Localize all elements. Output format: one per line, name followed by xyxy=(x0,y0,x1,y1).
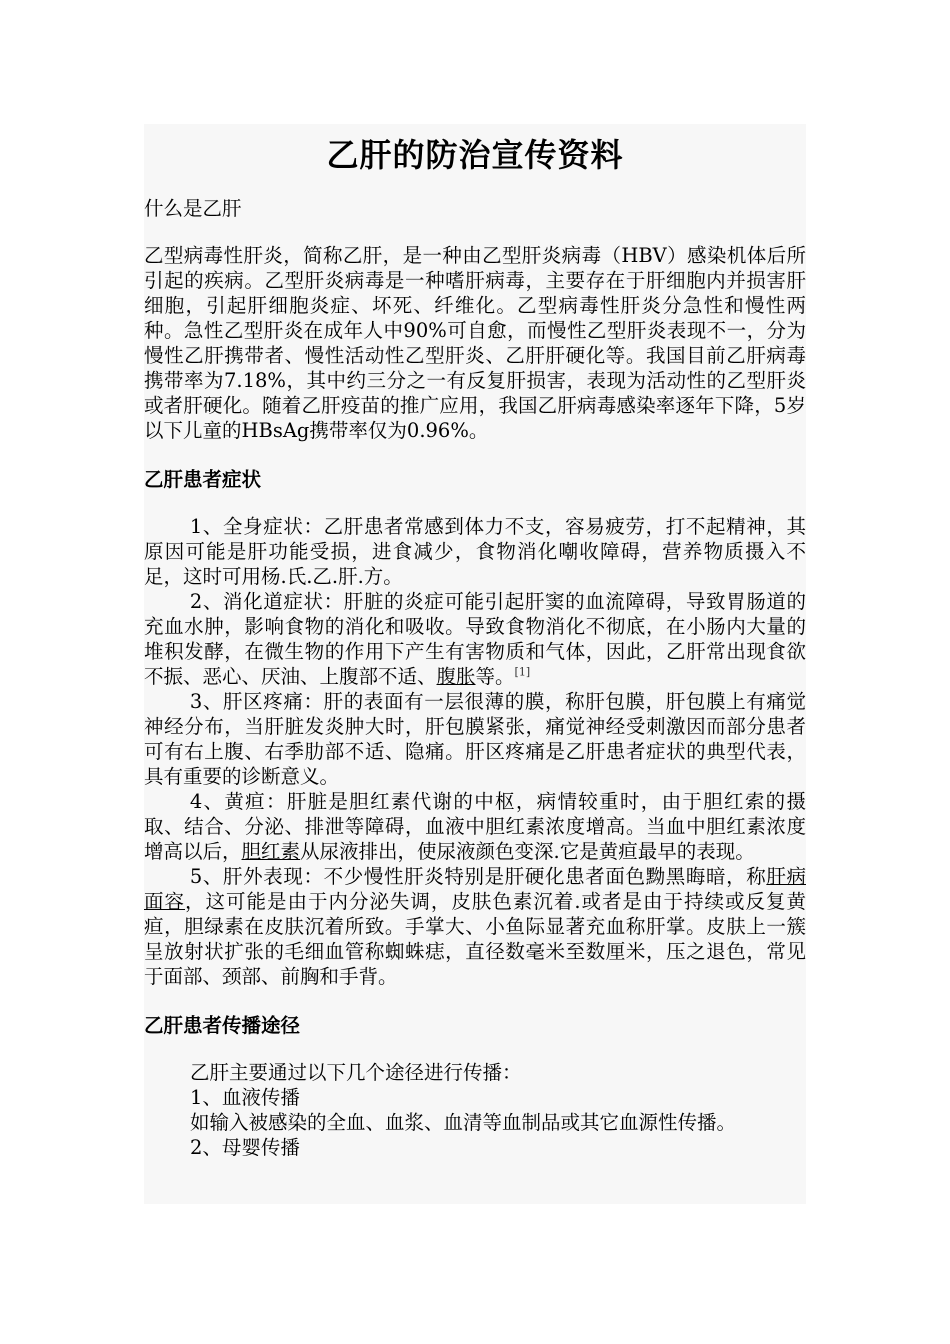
symptoms-heading: 乙肝患者症状 xyxy=(144,468,262,491)
symptom-digestive xyxy=(144,589,806,689)
symptom-extrahepatic xyxy=(144,864,806,989)
link-liver-face[interactable]: 肝病面容 xyxy=(144,865,806,913)
symptom-jaundice-end: 从尿液排出，使尿液颜色变深.它是黄疸最早的表现。 xyxy=(300,840,755,863)
link-bilirubin[interactable]: 胆红素 xyxy=(241,840,301,863)
symptom-liver-pain: 3、肝区疼痛：肝的表面有一层很薄的膜，称肝包膜，肝包膜上有痛觉神经分布，当肝脏发炎肿大时，肝包膜紧张，痛觉神经受刺激因而部分患者可有右上腹、右季肋部不适、隐痛。肝区疼痛是乙肝患者症状的典型代表，具有重要的诊断意义。 xyxy=(144,690,806,788)
transmission-item-mother-infant: 2、母婴传播 xyxy=(190,1136,300,1159)
intro-question: 什么是乙肝 xyxy=(144,197,242,220)
transmission-item-blood-desc: 如输入被感染的全血、血浆、血清等血制品或其它血源性传播。 xyxy=(190,1111,737,1134)
transmission-heading: 乙肝患者传播途径 xyxy=(144,1014,301,1037)
symptom-jaundice xyxy=(144,789,806,864)
transmission-item-blood: 1、血液传播 xyxy=(190,1086,300,1109)
document-page xyxy=(144,124,806,1204)
transmission-intro: 乙肝主要通过以下几个途径进行传播： xyxy=(190,1061,522,1084)
symptoms-list xyxy=(144,514,806,989)
intro-paragraph: 乙型病毒性肝炎，简称乙肝，是一种由乙型肝炎病毒（HBV）感染机体后所引起的疾病。乙型肝炎病毒是一种嗜肝病毒，主要存在于肝细胞内并损害肝细胞，引起肝细胞炎症、坏死、纤维化。乙型病毒性肝炎分急性和慢性两种。急性乙型肝炎在成年人中90%可自愈，而慢性乙型肝炎表现不一，分为慢性乙肝携带者、慢性活动性乙型肝炎、乙肝肝硬化等。我国目前乙肝病毒携带率为7.18%，其中约三分之一有反复肝损害，表现为活动性的乙型肝炎或者肝硬化。随着乙肝疫苗的推广应用，我国乙肝病毒感染率逐年下降，5岁以下儿童的HBsAg携带率仅为0.96%。 xyxy=(144,244,806,442)
footnote-ref[interactable]: [1] xyxy=(514,665,531,679)
symptom-digestive-text: 2、消化道症状：肝脏的炎症可能引起肝窦的血流障碍，导致胃肠道的充血水肿，影响食物的消化和吸收。导致食物消化不彻底，在小肠内大量的堆积发酵，在微生物的作用下产生有害物质和气体，因此，乙肝常出现食欲不振、恶心、厌油、上腹部不适、 xyxy=(144,590,806,688)
symptom-jaundice-text: 4、黄疸：肝脏是胆红素代谢的中枢，病情较重时，由于胆红索的摄取、结合、分泌、排泄等障碍，血液中胆红素浓度增高。当血中胆红素浓度增高以后， xyxy=(144,790,806,863)
page-title: 乙肝的防治宣传资料 xyxy=(326,136,624,174)
symptom-extrahepatic-text: 5、肝外表现：不少慢性肝炎特别是肝硬化患者面色黝黑晦暗，称 xyxy=(189,865,767,888)
symptom-general: 1、全身症状：乙肝患者常感到体力不支，容易疲劳，打不起精神，其原因可能是肝功能受损，进食减少，食物消化嘲收障碍，营养物质摄入不足，这时可用杨.氏.乙.肝.方。 xyxy=(144,515,806,588)
link-bloating[interactable]: 腹胀 xyxy=(436,665,476,688)
symptom-digestive-end: 等。 xyxy=(475,665,515,688)
symptom-extrahepatic-end: ，这可能是由于内分泌失调，皮肤色素沉着.或者是由于持续或反复黄疸，胆绿素在皮肤沉着所致。手掌大、小鱼际显著充血称肝掌。皮肤上一簇呈放射状扩张的毛细血管称蜘蛛痣，直径数毫米至数厘米，压之退色，常见于面部、颈部、前胸和手背。 xyxy=(144,890,806,988)
transmission-list xyxy=(144,1060,806,1160)
